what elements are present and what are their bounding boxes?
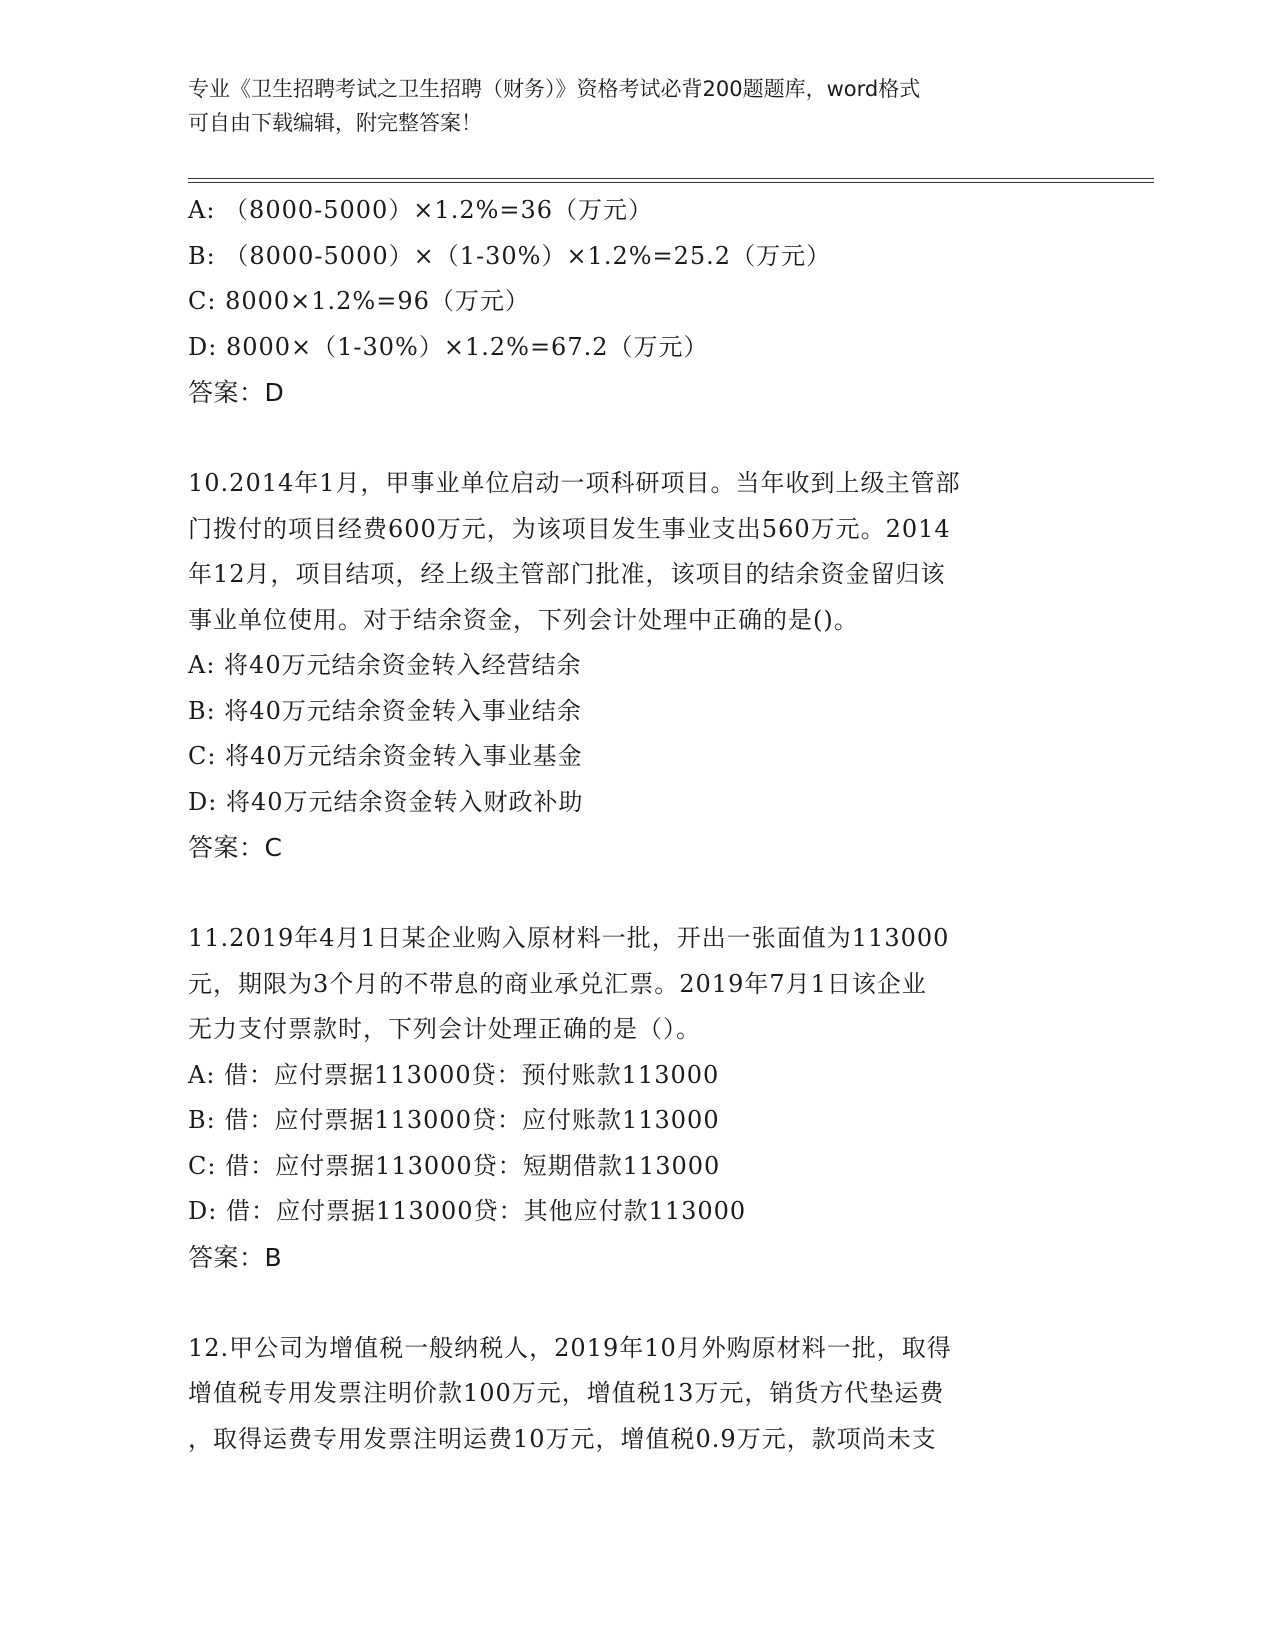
option-a: A: 借：应付票据113000贷：预付账款113000 [188,1060,720,1089]
option-d: D: 8000×（1-30%）×1.2%=67.2（万元） [188,332,709,361]
option-c: C: 8000×1.2%=96（万元） [188,287,530,315]
option-a: A: （8000-5000）×1.2%=36（万元） [188,196,654,224]
question-stem-line: ，取得运费专用发票注明运费10万元，增值税0.9万元，款项尚未支 [188,1424,937,1453]
question-stem-line: 12.甲公司为增值税一般纳税人，2019年10月外购原材料一批，取得 [188,1333,952,1362]
question-9 [188,188,1088,416]
question-stem-line: 11.2019年4月1日某企业购入原材料一批，开出一张面值为113000 [188,924,950,952]
header-line: 专业《卫生招聘考试之卫生招聘（财务）》资格考试必背200题题库，word格式 [188,77,921,101]
question-12 [188,1326,1088,1463]
header-divider [188,178,1154,183]
option-b: B: 借：应付票据113000贷：应付账款113000 [188,1106,720,1134]
document-header [188,72,1068,140]
question-11 [188,916,1088,1280]
question-stem-line: 无力支付票款时，下列会计处理正确的是（）。 [188,1015,701,1043]
option-a: A: 将40万元结余资金转入经营结余 [188,651,582,679]
question-stem-line: 增值税专用发票注明价款100万元，增值税13万元，销货方代垫运费 [188,1379,945,1407]
answer: 答案：B [188,1242,283,1272]
header-line: 可自由下载编辑，附完整答案！ [188,111,482,135]
answer: 答案：C [188,833,283,862]
question-stem-line: 门拨付的项目经费600万元，为该项目发生事业支出560万元。2014 [188,514,951,543]
option-b: B: 将40万元结余资金转入事业结余 [188,696,582,725]
question-stem-line: 年12月，项目结项，经上级主管部门批准，该项目的结余资金留归该 [188,560,946,588]
question-10 [188,461,1088,871]
option-d: D: 借：应付票据113000贷：其他应付款113000 [188,1197,747,1225]
option-d: D: 将40万元结余资金转入财政补助 [188,787,584,816]
answer: 答案：D [188,378,285,407]
option-c: C: 借：应付票据113000贷：短期借款113000 [188,1151,721,1180]
question-stem-line: 事业单位使用。对于结余资金，下列会计处理中正确的是()。 [188,605,859,634]
question-stem-line: 元，期限为3个月的不带息的商业承兑汇票。2019年7月1日该企业 [188,969,927,998]
question-stem-line: 10.2014年1月，甲事业单位启动一项科研项目。当年收到上级主管部 [188,469,961,497]
document-body [188,188,1088,1462]
option-b: B: （8000-5000）×（1-30%）×1.2%=25.2（万元） [188,241,832,270]
option-c: C: 将40万元结余资金转入事业基金 [188,742,583,770]
